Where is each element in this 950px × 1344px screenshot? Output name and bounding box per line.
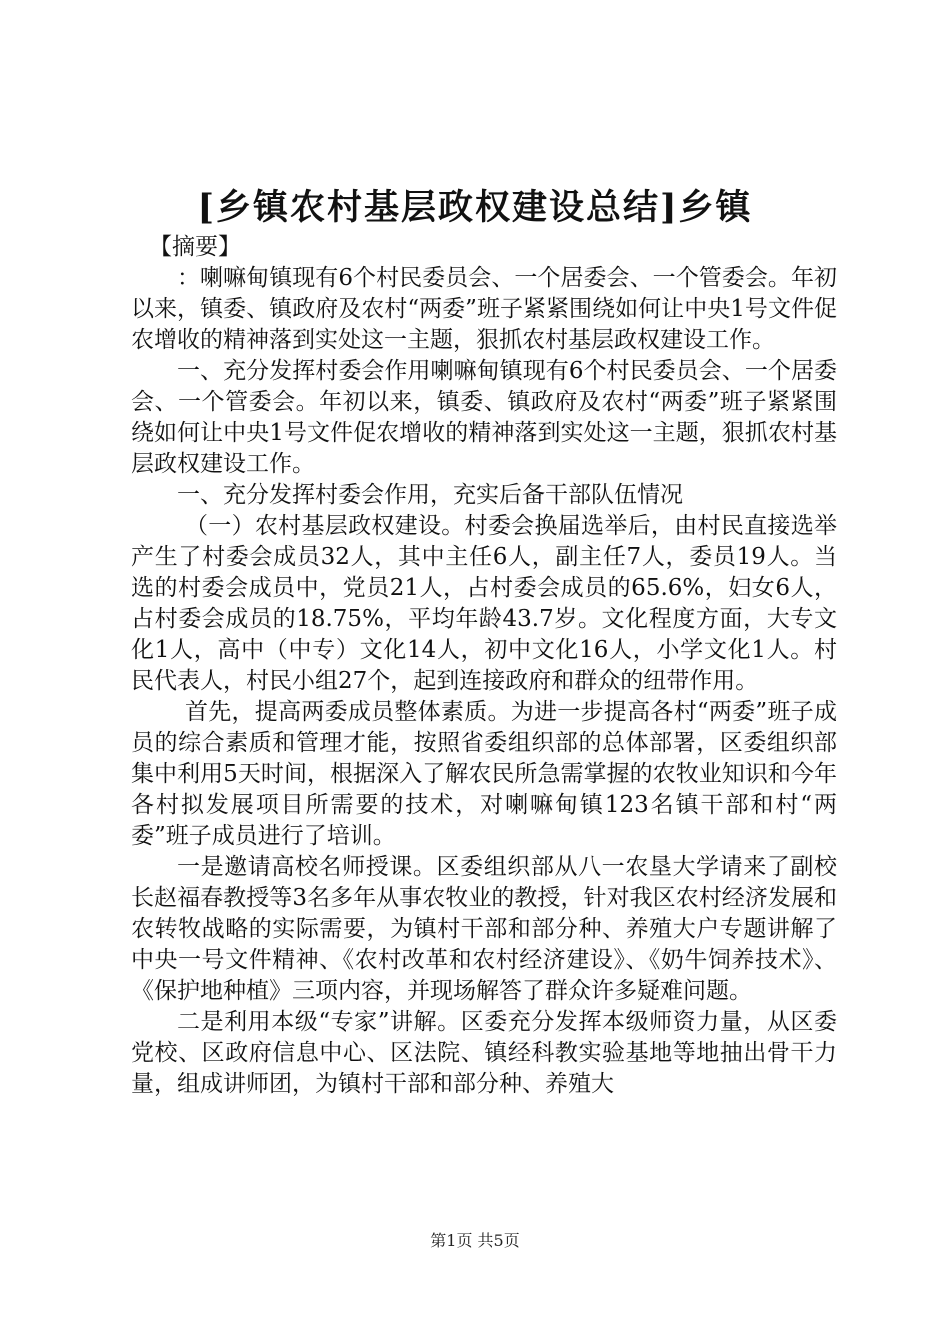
paragraph-university-lectures: 一是邀请高校名师授课。区委组织部从八一农垦大学请来了副校长赵福春教授等3名多年从事农牧业的教授，针对我区农村经济发展和农转牧战略的实际需要，为镇村干部和部分种、养殖大户专题讲解了中央一号文件精神、《农村改革和农村经济建设》、《奶牛饲养技术》、《保护地种植》三项内容，并现场解答了群众许多疑难问题。	[131, 854, 837, 1004]
page-number-footer: 第1页 共5页	[430, 1231, 520, 1250]
paragraph-section-one-intro: 一、充分发挥村委会作用喇嘛甸镇现有6个村民委员会、一个居委会、一个管委会。年初以来，镇委、镇政府及农村“两委”班子紧紧围绕如何让中央1号文件促农增收的精神落到实处这一主题，狠抓农村基层政权建设工作。	[131, 358, 837, 477]
paragraph-local-experts: 二是利用本级“专家”讲解。区委充分发挥本级师资力量，从区委党校、区政府信息中心、区法院、镇经科教实验基地等地抽出骨干力量，组成讲师团，为镇村干部和部分种、养殖大	[131, 1009, 837, 1097]
paragraph-subsection-one: （一）农村基层政权建设。村委会换届选举后，由村民直接选举产生了村委会成员32人，其中主任6人，副主任7人，委员19人。当选的村委会成员中，党员21人，占村委会成员的65.6%，妇女6人，占村委会成员的18.75%，平均年龄43.7岁。文化程度方面，大专文化1人，高中（中专）文化14人，初中文化16人，小学文化1人。村民代表人，村民小组27个，起到连接政府和群众的纽带作用。	[131, 513, 837, 694]
abstract-label: 【摘要】	[149, 234, 241, 260]
document-body	[131, 232, 837, 1100]
document-title: [乡镇农村基层政权建设总结]乡镇	[197, 187, 753, 228]
paragraph-first-measure: 首先，提高两委成员整体素质。为进一步提高各村“两委”班子成员的综合素质和管理才能，按照省委组织部的总体部署，区委组织部集中利用5天时间，根据深入了解农民所急需掌握的农牧业知识和今年各村拟发展项目所需要的技术，对喇嘛甸镇123名镇干部和村“两委”班子成员进行了培训。	[131, 699, 837, 849]
paragraph-abstract: ：喇嘛甸镇现有6个村民委员会、一个居委会、一个管委会。年初以来，镇委、镇政府及农村“两委”班子紧紧围绕如何让中央1号文件促农增收的精神落到实处这一主题，狠抓农村基层政权建设工作。	[131, 265, 837, 353]
paragraph-section-one-heading: 一、充分发挥村委会作用，充实后备干部队伍情况	[177, 482, 683, 508]
